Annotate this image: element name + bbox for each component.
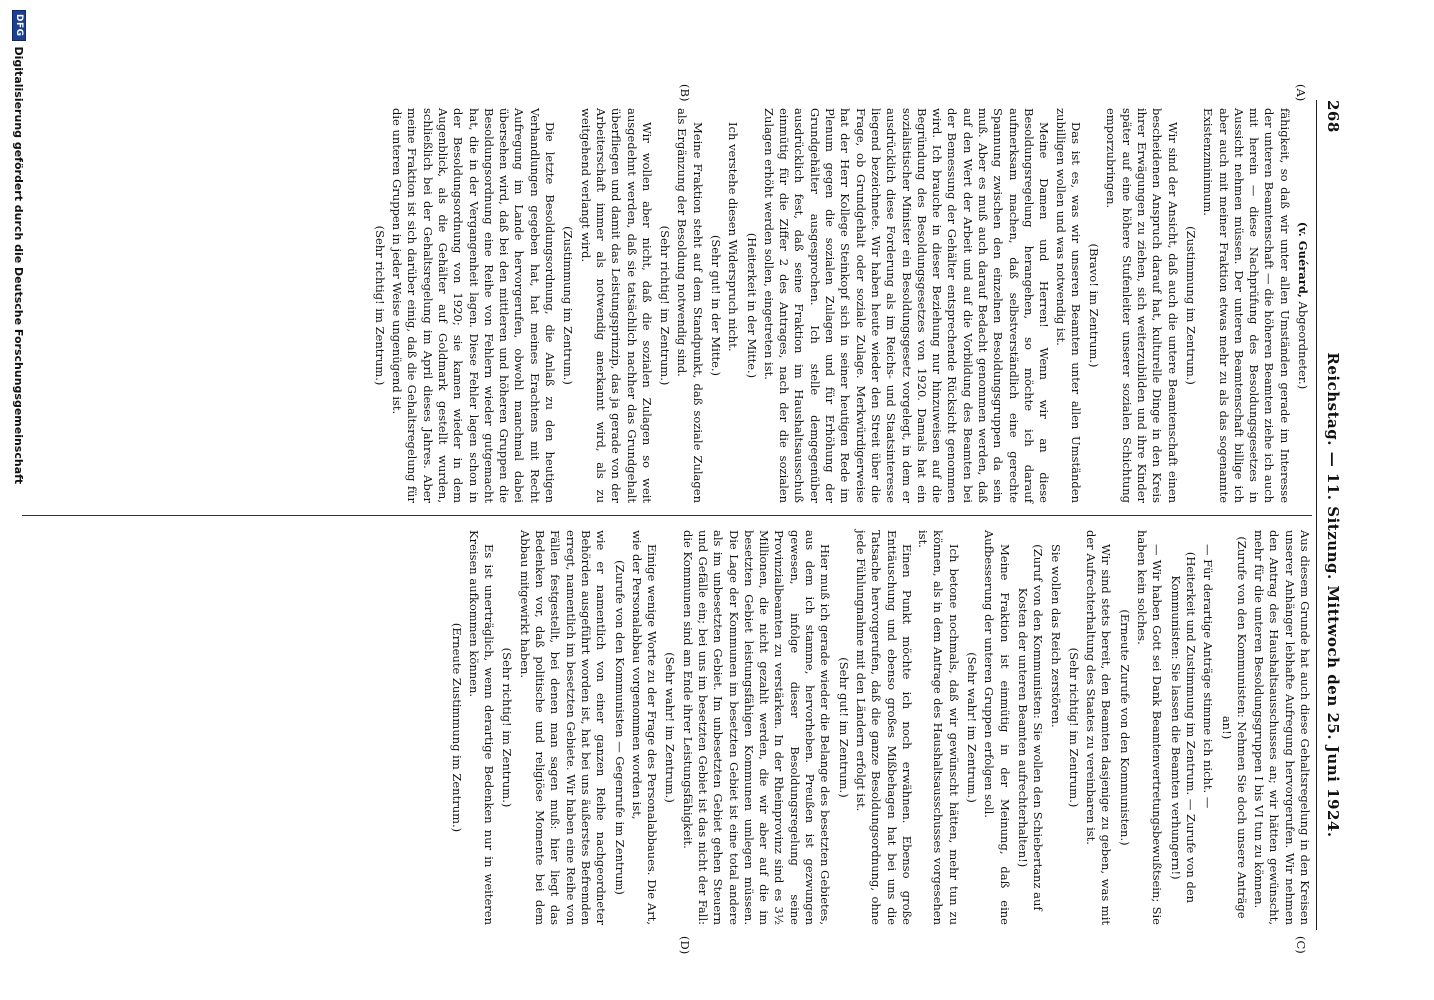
paragraph: Das ist es, was wir unseren Beamten unter allen Umständen zubilligen wollen und was notwendig ist. <box>1053 108 1083 503</box>
interjection: (Sehr gut! im Zentrum.) <box>836 657 851 798</box>
paragraph: Aus diesem Grunde hat auch diese Gehaltsregelung in den Kreisen unserer Anhänger lebhafte Aufregung hervorgerufen. Wir nehmen den Antrag des Haushaltsausschusses an; wir hätten gewünscht, mehr für die unteren Besoldungsgruppen I bis VI tun zu können. <box>1252 530 1312 925</box>
page-title: Reichstag. — 11. Sitzung. Mittwoch den 25. Juni 1924. <box>1324 352 1342 838</box>
margin-mark-a: (A) <box>1294 84 1308 102</box>
paragraph: Ich verstehe diesen Widerspruch nicht. <box>726 122 741 352</box>
column-divider <box>22 515 1312 516</box>
interjection: (Sehr gut! in der Mitte.) <box>709 234 724 377</box>
speaker-line <box>1295 108 1310 503</box>
interjection: (Sehr wahr! im Zentrum.) <box>663 652 678 803</box>
paragraph: Die letzte Besoldungsordnung, die Anlaß zu den heutigen Verhandlungen gegeben hat, hat meines Erachtens mit Recht Aufregung im Lande hervorgerufen, obwohl manchmal dabei übersehen wird, daß bei den mittleren und höheren Gruppen die Besoldungsordnung eine Reihe von Fehlern wieder gutgemacht hat, die in der Vergangenheit lagen. Diese Fehler lagen schon in der Besoldungsordnung von 1920; sie kamen wieder in dem Augenblick, als die Gehälter auf Goldmark gestellt wurden, schließlich bei der Gehaltsregelung im April dieses Jahres. Aber meine Fraktion ist sich darüber einig, daß die Gehaltsregelung für die unteren Gruppen in jeder Weise ungenügend ist. <box>390 108 558 503</box>
page-number: 268 <box>1324 100 1342 133</box>
interjection: (Zuruf von den Kommunisten: Sie wollen den Schiebertanz auf Kosten der unteren Beamten aufrechterhalten!) <box>1015 544 1046 911</box>
paragraph: Meine Fraktion ist einmütig in der Meinung, daß eine Aufbesserung der unteren Gruppen erfolgen soll. <box>982 530 1012 925</box>
speaker-name: (v. Guérard, <box>1296 221 1310 298</box>
interjection: (Zurufe von den Kommunisten: Nehmen Sie doch unsere Anträge an!) <box>1219 536 1249 919</box>
interjection: (Sehr richtig! im Zentrum.) <box>1066 647 1081 808</box>
margin-mark-d: (D) <box>678 936 692 955</box>
interjection: (Erneute Zustimmung im Zentrum.) <box>449 622 464 833</box>
page-header <box>1318 100 1342 930</box>
header-rule <box>1316 100 1317 930</box>
funding-note: Digitalisierung gefördert durch die Deutsche Forschungsgemeinschaft <box>12 46 26 485</box>
interjection: (Heiterkeit und Zustimmung im Zentrum. — Zurufe von den Kommunisten: Sie lassen die Beamten verhungern!) <box>1168 551 1198 904</box>
paragraph: — Für derartige Anträge stimme ich nicht. — <box>1201 544 1216 809</box>
interjection: (Zurufe von den Kommunisten — Gegenrufe im Zentrum) <box>612 560 627 895</box>
paragraph: Meine Fraktion steht auf dem Standpunkt, daß soziale Zulagen als Ergänzung der Besoldung notwendig sind. <box>675 108 705 503</box>
paragraph: Wir sind stets bereit, den Beamten dasjenige zu geben, was mit der Aufrechterhaltung des Staates zu vereinbaren ist. <box>1084 530 1114 925</box>
margin-mark-c: (C) <box>1294 936 1308 954</box>
paragraph: — Wir haben Gott sei Dank Beamtenvertretungsbewußtsein; Sie haben kein solches. <box>1135 530 1165 925</box>
right-column <box>445 530 1312 925</box>
interjection: (Heiterkeit in der Mitte.) <box>744 232 759 379</box>
paragraph: Wir sind der Ansicht, daß auch die untere Beamtenschaft einen bescheidenen Anspruch darauf hat, kulturelle Dinge in den Kreis ihrer Erwägungen zu ziehen, sich weiterzubilden und ihre Kinder später auf eine höhere Stufenleiter unserer sozialen Schichtung emporzubringen. <box>1104 108 1180 503</box>
interjection: (Bravo! im Zentrum.) <box>1087 243 1102 368</box>
speaker-role: Abgeordneter.) <box>1296 301 1310 390</box>
margin-mark-b: (B) <box>678 84 692 102</box>
interjection: (Erneute Zurufe von den Kommunisten.) <box>1117 609 1132 846</box>
paragraph: Wir wollen aber nicht, daß die sozialen Zulagen so weit ausgedehnt werden, daß sie tatsächlich nachher das Grundgehalt überfliegen und damit das Leistungsprinzip, das ja gerade von der Arbeiterschaft immer als notwendig anerkannt wird, als zu weitgehend verlangt wird. <box>578 108 654 503</box>
dfg-logo: DFG <box>12 10 26 41</box>
paragraph: Sie wollen das Reich zerstören. <box>1048 544 1063 728</box>
paragraph: Hier muß ich gerade wieder die Belange des besetzten Gebietes, aus dem ich stamme, hervorheben. Preußen ist gezwungen gewesen, infolge dieser Besoldungsregelung seine Provinzialbeamten zu verstärken. In der Rheinprovinz sind es 3½ Millionen, die nicht gezahlt werden, die wir aber auf die im besetzten Gebiet leistungsfähigen Kommunen umlegen müssen. Die Lage der Kommunen im besetzten Gebiet ist eine total andere als im unbesetzten Gebiet. Im unbesetzten Gebiet gehen Steuern und Gefälle ein; bei uns im besetzten Gebiet ist das nicht der Fall: die Kommunen sind am Ende ihrer Leistungsfähigkeit. <box>680 530 833 925</box>
left-column <box>368 108 1312 503</box>
paragraph: Meine Damen und Herren! Wenn wir an diese Besoldungsregelung herangehen, so möchte ich darauf aufmerksam machen, daß selbstverständlich eine gerechte Spannung zwischen den einzelnen Besoldungsgruppen da sein muß. Aber es muß auch darauf Bedacht genommen werden, daß auf den Wert der Arbeit und auf die Vorbildung des Beamten bei der Bemessung der Gehälter entsprechende Rücksicht genommen wird. Ich brauche in dieser Beziehung nur hinzuweisen auf die Begründung des Besoldungsgesetzes von 1920. Damals hat ein sozialistischer Minister ein Besoldungsgesetz vorgelegt, in dem er ausdrücklich diese Forderung als im Reichs- und Staatsinteresse liegend bezeichnete. Wir haben heute wieder den Streit über die Frage, ob Grundgehalt oder soziale Zulage. Merkwürdigerweise hat der Herr Kollege Steinkopf sich in seiner heutigen Rede im Plenum gegen die sozialen Zulagen und für Erhöhung der Grundgehälter ausgesprochen. Ich stelle demgegenüber ausdrücklich fest, daß seine Fraktion im Haushaltsausschuß einmütig für die Ziffer 2 des Antrages, nach der die sozialen Zulagen erhöht werden sollen, eingetreten ist. <box>761 108 1052 503</box>
funding-footer <box>12 10 26 990</box>
interjection: (Sehr richtig! im Zentrum.) <box>500 647 515 808</box>
paragraph: Einen Punkt möchte ich noch erwähnen. Ebenso große Enttäuschung und ebenso großes Mißbehagen hat bei uns die Tatsache hervorgerufen, daß die ganze Besoldungsordnung, ohne jede Fühlungnahme mit den Ländern erfolgt ist. <box>853 530 914 925</box>
paragraph: Ich betone nochmals, daß wir gewünscht hätten, mehr tun zu können, als in dem Antrage des Haushaltsausschusses vorgesehen ist. <box>916 530 961 925</box>
interjection: (Sehr richtig! im Zentrum.) <box>658 225 673 386</box>
interjection: (Zustimmung im Zentrum.) <box>1183 226 1198 385</box>
paragraph: fähigkeit, so daß wir unter allen Umständen gerade im Interesse der unteren Beamtenschaft — die höheren Beamten ziehe ich auch mit herein — diese Nachprüfung des Besoldungsgesetzes in Aussicht nehmen müssen. Der unteren Beamtenschaft billige ich aber auch mit meiner Fraktion etwas mehr zu als das sogenannte Existenzminimum. <box>1201 108 1292 503</box>
paragraph: Es ist unerträglich, wenn derartige Bedenken nur in weiteren Kreisen aufkommen können. <box>466 530 497 925</box>
interjection: (Zustimmung im Zentrum.) <box>561 226 576 385</box>
interjection: (Sehr richtig! im Zentrum.) <box>372 225 387 386</box>
paragraph: wie er namentlich von einer ganzen Reihe nachgeordneter Behörden ausgeführt worden ist, hat bei uns äußerstes Befremden erregt, namentlich im besetzten Gebiete. Wir haben eine Reihe von Fällen festgestellt, bei denen man sagen muß: hier liegt das Bedenken vor, daß politische und religiöse Momente bei dem Abbau mitgewirkt haben. <box>517 530 609 925</box>
interjection: (Sehr wahr! im Zentrum.) <box>965 652 980 803</box>
paragraph: Einige wenige Worte zu der Frage des Personalabbaues. Die Art, wie der Personalabbau vorgenommen worden ist, <box>629 530 660 925</box>
